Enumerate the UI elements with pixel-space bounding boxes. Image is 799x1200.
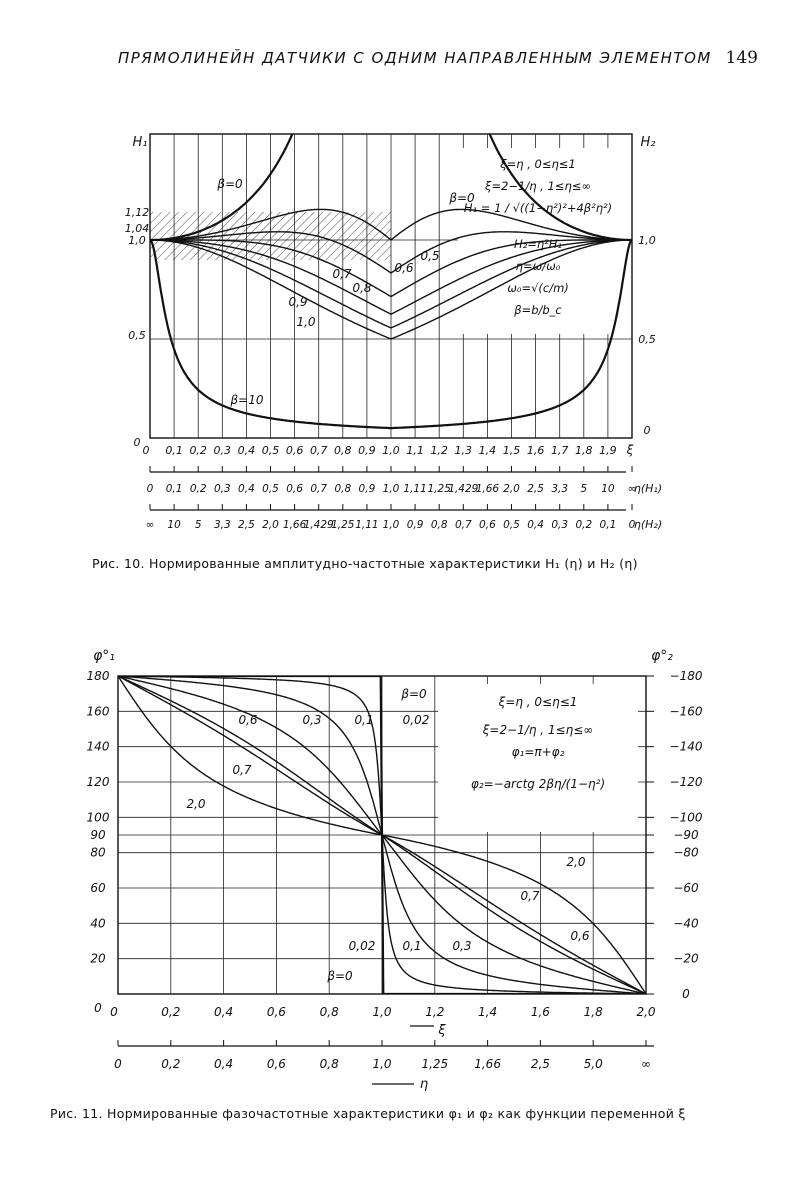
fig10-formula: ω₀=√(c/m) xyxy=(507,281,569,295)
fig11-eta-tick: 1,0 xyxy=(372,1057,392,1071)
fig11-xi-tick: 0,8 xyxy=(319,1005,339,1019)
fig11-left-tick: 60 xyxy=(90,881,106,895)
fig11-right-axis-title: φ°₂ xyxy=(651,648,673,664)
fig10-xi-tick: 1,0 xyxy=(382,444,400,457)
fig11-right-tick: −40 xyxy=(673,916,699,931)
fig10-eta2-tick: 0,1 xyxy=(599,519,617,531)
running-title: ПРЯМОЛИНЕЙН ДАТЧИКИ С ОДНИМ НАПРАВЛЕННЫМ ЭЛЕМЕНТОМ xyxy=(118,49,712,67)
fig10-formula: ξ=η , 0≤η≤1 xyxy=(500,157,576,171)
fig10-eta1-tick: 1,0 xyxy=(382,483,400,495)
fig11-eta-tick: 0,2 xyxy=(161,1057,181,1071)
fig11-xi-tick: 0,2 xyxy=(161,1005,181,1019)
fig11-left-tick: 40 xyxy=(90,916,106,931)
fig11-eta-tick: 5,0 xyxy=(583,1057,603,1071)
fig11-lower-label: 2,0 xyxy=(566,855,586,869)
fig11-lower-label: 0,6 xyxy=(570,929,590,943)
fig10-xi-label: ξ xyxy=(626,443,634,457)
fig11-upper-label: β=0 xyxy=(401,687,427,701)
fig11-left-tick: 180 xyxy=(86,669,110,683)
fig11-eta-tick: 2,5 xyxy=(530,1057,550,1071)
fig11-formula: ξ=η , 0≤η≤1 xyxy=(498,695,578,709)
fig10-left-tick: 1,12 xyxy=(124,206,150,220)
fig11-right-tick: −140 xyxy=(669,739,703,754)
fig10-eta2-tick: 2,0 xyxy=(262,519,279,531)
fig11-right-tick: −160 xyxy=(669,704,703,719)
fig10-eta1-tick: 1,25 xyxy=(427,483,451,495)
fig11-lower-label: 0,02 xyxy=(348,939,376,953)
fig10-xi-tick: 0,9 xyxy=(358,444,376,457)
fig10-left-tick: 0,5 xyxy=(128,329,146,342)
fig10-curve-label: 0,7 xyxy=(332,267,352,281)
figure-11-caption-label: Рис. 11. xyxy=(50,1106,103,1121)
fig10-eta2-tick: 0,3 xyxy=(551,519,569,531)
fig10-xi-tick: 1,5 xyxy=(502,444,521,457)
fig11-left-tick: 100 xyxy=(86,810,110,825)
fig11-lower-label: 0,7 xyxy=(520,889,540,903)
fig10-eta2-tick: 1,0 xyxy=(382,519,400,531)
fig11-xi-tick: 1,2 xyxy=(425,1005,445,1019)
fig10-xi-tick: 0,5 xyxy=(261,444,280,457)
fig10-eta1-tick: 0,2 xyxy=(189,483,207,495)
fig10-xi-tick: 0 xyxy=(142,444,150,457)
fig10-eta2-tick: 0,6 xyxy=(479,519,496,531)
fig10-right-tick: 1,0 xyxy=(638,234,656,247)
fig10-eta2-label: η(H₂) xyxy=(633,518,663,531)
fig11-formula: φ₂=−arctg 2βη/(1−η²) xyxy=(470,777,606,791)
fig10-eta1-tick: 1,66 xyxy=(475,483,500,495)
fig10-curve-label: 1,0 xyxy=(296,315,316,329)
fig11-formula: ξ=2−1/η , 1≤η≤∞ xyxy=(482,723,594,737)
fig10-eta1-tick: 2,0 xyxy=(503,483,520,495)
fig10-eta2-tick: 5 xyxy=(194,519,202,531)
figure-10-caption xyxy=(92,556,638,571)
fig10-eta1-tick: 1,429 xyxy=(448,483,479,495)
fig11-xi-tick: 1,0 xyxy=(372,1005,392,1019)
fig11-xi-tick: 2,0 xyxy=(636,1005,656,1019)
fig10-curve-label: 0,8 xyxy=(352,281,372,295)
figure-10-caption-label: Рис. 10. xyxy=(92,556,145,571)
fig11-upper-label: 0,7 xyxy=(232,763,252,777)
fig10-eta1-tick: 0,8 xyxy=(334,483,352,495)
fig10-eta2-tick: 1,25 xyxy=(331,519,355,531)
fig10-xi-tick: 1,6 xyxy=(526,444,545,457)
fig11-right-tick: −90 xyxy=(673,828,699,842)
fig11-right-tick: 0 xyxy=(682,987,690,1001)
fig10-right-tick: 0,5 xyxy=(638,333,656,346)
fig10-formula: ξ=2−1/η , 1≤η≤∞ xyxy=(485,179,591,193)
fig11-left-tick: 90 xyxy=(90,828,106,842)
fig10-curve-label: β=0 xyxy=(449,191,475,205)
fig10-xi-tick: 0,8 xyxy=(334,444,352,457)
page-number: 149 xyxy=(725,48,758,68)
fig11-left-tick: 120 xyxy=(86,775,110,789)
fig10-eta1-tick: 0,5 xyxy=(262,483,279,495)
fig10-eta1-tick: 0,3 xyxy=(213,483,231,495)
fig10-eta1-tick: 0,1 xyxy=(165,483,183,495)
fig10-eta1-label: η(H₁) xyxy=(633,482,663,495)
fig11-right-tick: −60 xyxy=(673,881,699,895)
fig10-curve-label: β=10 xyxy=(230,393,264,407)
fig10-left-axis-title: H₁ xyxy=(132,135,148,150)
fig11-xi-tick: 1,8 xyxy=(583,1005,603,1019)
fig10-xi-tick: 0,3 xyxy=(213,444,232,457)
fig10-formula: β=b/b_c xyxy=(514,303,562,317)
fig10-eta1-tick: 2,5 xyxy=(527,483,544,495)
fig11-eta-tick: 0,4 xyxy=(214,1057,234,1071)
fig11-upper-label: 0,02 xyxy=(402,713,430,727)
fig11-upper-label: 0,1 xyxy=(354,713,374,727)
fig11-left-axis-title: φ°₁ xyxy=(93,648,115,664)
fig11-upper-label: 0,3 xyxy=(302,713,322,727)
fig10-eta2-tick: 10 xyxy=(167,519,181,531)
fig11-xi-tick: 0,4 xyxy=(214,1005,234,1019)
fig10-eta1-tick: ∞ xyxy=(627,483,637,495)
fig11-eta-tick: 0,6 xyxy=(266,1057,286,1071)
fig10-eta2-tick: 0,4 xyxy=(527,519,544,531)
fig10-xi-tick: 1,2 xyxy=(430,444,448,457)
fig10-curve-label: β=0 xyxy=(217,177,243,191)
fig10-xi-tick: 1,9 xyxy=(599,444,617,457)
figure-10-caption-text: Нормированные амплитудно-частотные характеристики H₁ (η) и H₂ (η) xyxy=(149,556,638,571)
fig11-eta-tick: ∞ xyxy=(641,1057,651,1071)
fig10-eta1-tick: 3,3 xyxy=(551,483,569,495)
fig11-xi-tick: 1,6 xyxy=(530,1005,550,1019)
fig10-eta2-tick: ∞ xyxy=(145,519,155,531)
fig11-right-tick: −20 xyxy=(673,951,699,966)
fig10-eta2-tick: 0,5 xyxy=(503,519,520,531)
fig10-eta2-tick: 0,9 xyxy=(406,519,424,531)
fig10-xi-tick: 1,4 xyxy=(478,444,497,457)
fig11-left-tick: 160 xyxy=(86,704,110,719)
fig11-upper-label: 0,6 xyxy=(238,713,258,727)
fig10-xi-tick: 0,2 xyxy=(189,444,207,457)
fig11-lower-label: 0,1 xyxy=(402,939,422,953)
fig10-left-tick: 1,0 xyxy=(128,234,146,247)
fig10-xi-tick: 1,3 xyxy=(454,444,473,457)
fig11-eta-tick: 0,8 xyxy=(319,1057,339,1071)
fig10-eta1-tick: 0,6 xyxy=(286,483,303,495)
fig11-xi-label: ξ xyxy=(438,1023,446,1038)
fig10-left-tick: 1,04 xyxy=(124,222,150,236)
fig11-right-tick: −180 xyxy=(669,669,703,683)
fig10-xi-tick: 1,8 xyxy=(575,444,593,457)
fig10-xi-tick: 1,7 xyxy=(550,444,569,457)
fig10-curve-label: 0,6 xyxy=(394,261,414,275)
fig11-xi-tick: 0 xyxy=(110,1005,118,1019)
fig11-right-tick: −100 xyxy=(669,810,703,825)
fig10-eta1-tick: 1,11 xyxy=(403,483,427,495)
fig11-lower-label: β=0 xyxy=(327,969,353,983)
fig10-eta2-tick: 0,2 xyxy=(575,519,593,531)
fig10-formula: η=ω/ω₀ xyxy=(515,259,561,273)
fig11-eta-label: η xyxy=(419,1077,429,1092)
fig10-xi-tick: 0,6 xyxy=(285,444,304,457)
fig10-eta1-tick: 0,9 xyxy=(358,483,376,495)
fig10-eta2-tick: 0,7 xyxy=(454,519,472,531)
fig10-formula: H₁ = 1 / √((1−η²)²+4β²η²) xyxy=(463,201,613,215)
fig10-eta2-tick: 1,429 xyxy=(303,519,334,531)
fig10-left-tick: 0 xyxy=(133,436,141,449)
fig10-eta2-tick: 1,66 xyxy=(282,519,307,531)
figure-11 xyxy=(87,648,703,1092)
fig11-eta-tick: 0 xyxy=(114,1057,122,1071)
fig10-eta1-tick: 0,4 xyxy=(238,483,255,495)
fig10-eta2-tick: 2,5 xyxy=(238,519,255,531)
fig11-formula: φ₁=π+φ₂ xyxy=(511,745,565,759)
fig11-left-tick: 0 xyxy=(94,1001,102,1015)
fig10-eta2-tick: 0 xyxy=(628,519,636,531)
fig11-left-tick: 20 xyxy=(90,951,106,966)
fig11-lower-label: 0,3 xyxy=(452,939,472,953)
fig10-eta2-tick: 1,11 xyxy=(355,519,379,531)
fig11-left-tick: 80 xyxy=(90,845,106,860)
fig10-xi-tick: 0,7 xyxy=(309,444,328,457)
fig10-right-axis-title: H₂ xyxy=(640,135,656,150)
fig10-xi-tick: 0,1 xyxy=(165,444,183,457)
fig10-curve-label: 0,9 xyxy=(288,295,308,309)
fig10-formula: H₂=η²H₁ xyxy=(513,237,563,251)
fig11-left-tick: 140 xyxy=(86,739,110,754)
fig11-upper-label: 2,0 xyxy=(186,797,206,811)
fig10-curve-label: 0,5 xyxy=(420,249,440,263)
fig10-eta1-tick: 10 xyxy=(601,483,615,495)
fig10-eta2-tick: 0,8 xyxy=(430,519,448,531)
figure-11-caption-text: Нормированные фазочастотные характеристики φ₁ и φ₂ как функции переменной ξ xyxy=(107,1106,686,1121)
fig10-xi-tick: 1,1 xyxy=(406,444,424,457)
fig11-eta-tick: 1,25 xyxy=(421,1057,449,1071)
fig10-eta1-tick: 0,7 xyxy=(310,483,328,495)
fig11-xi-tick: 0,6 xyxy=(266,1005,286,1019)
fig11-right-tick: −120 xyxy=(669,775,703,789)
fig10-eta1-tick: 5 xyxy=(580,483,588,495)
figure-10 xyxy=(125,0,662,531)
fig11-eta-tick: 1,66 xyxy=(474,1057,501,1071)
fig10-xi-tick: 0,4 xyxy=(237,444,256,457)
fig11-right-tick: −80 xyxy=(673,845,699,860)
figure-11-caption xyxy=(50,1106,686,1121)
fig10-eta1-tick: 0 xyxy=(146,483,154,495)
fig10-right-tick: 0 xyxy=(643,424,651,437)
fig10-eta2-tick: 3,3 xyxy=(213,519,231,531)
fig11-xi-tick: 1,4 xyxy=(478,1005,498,1019)
